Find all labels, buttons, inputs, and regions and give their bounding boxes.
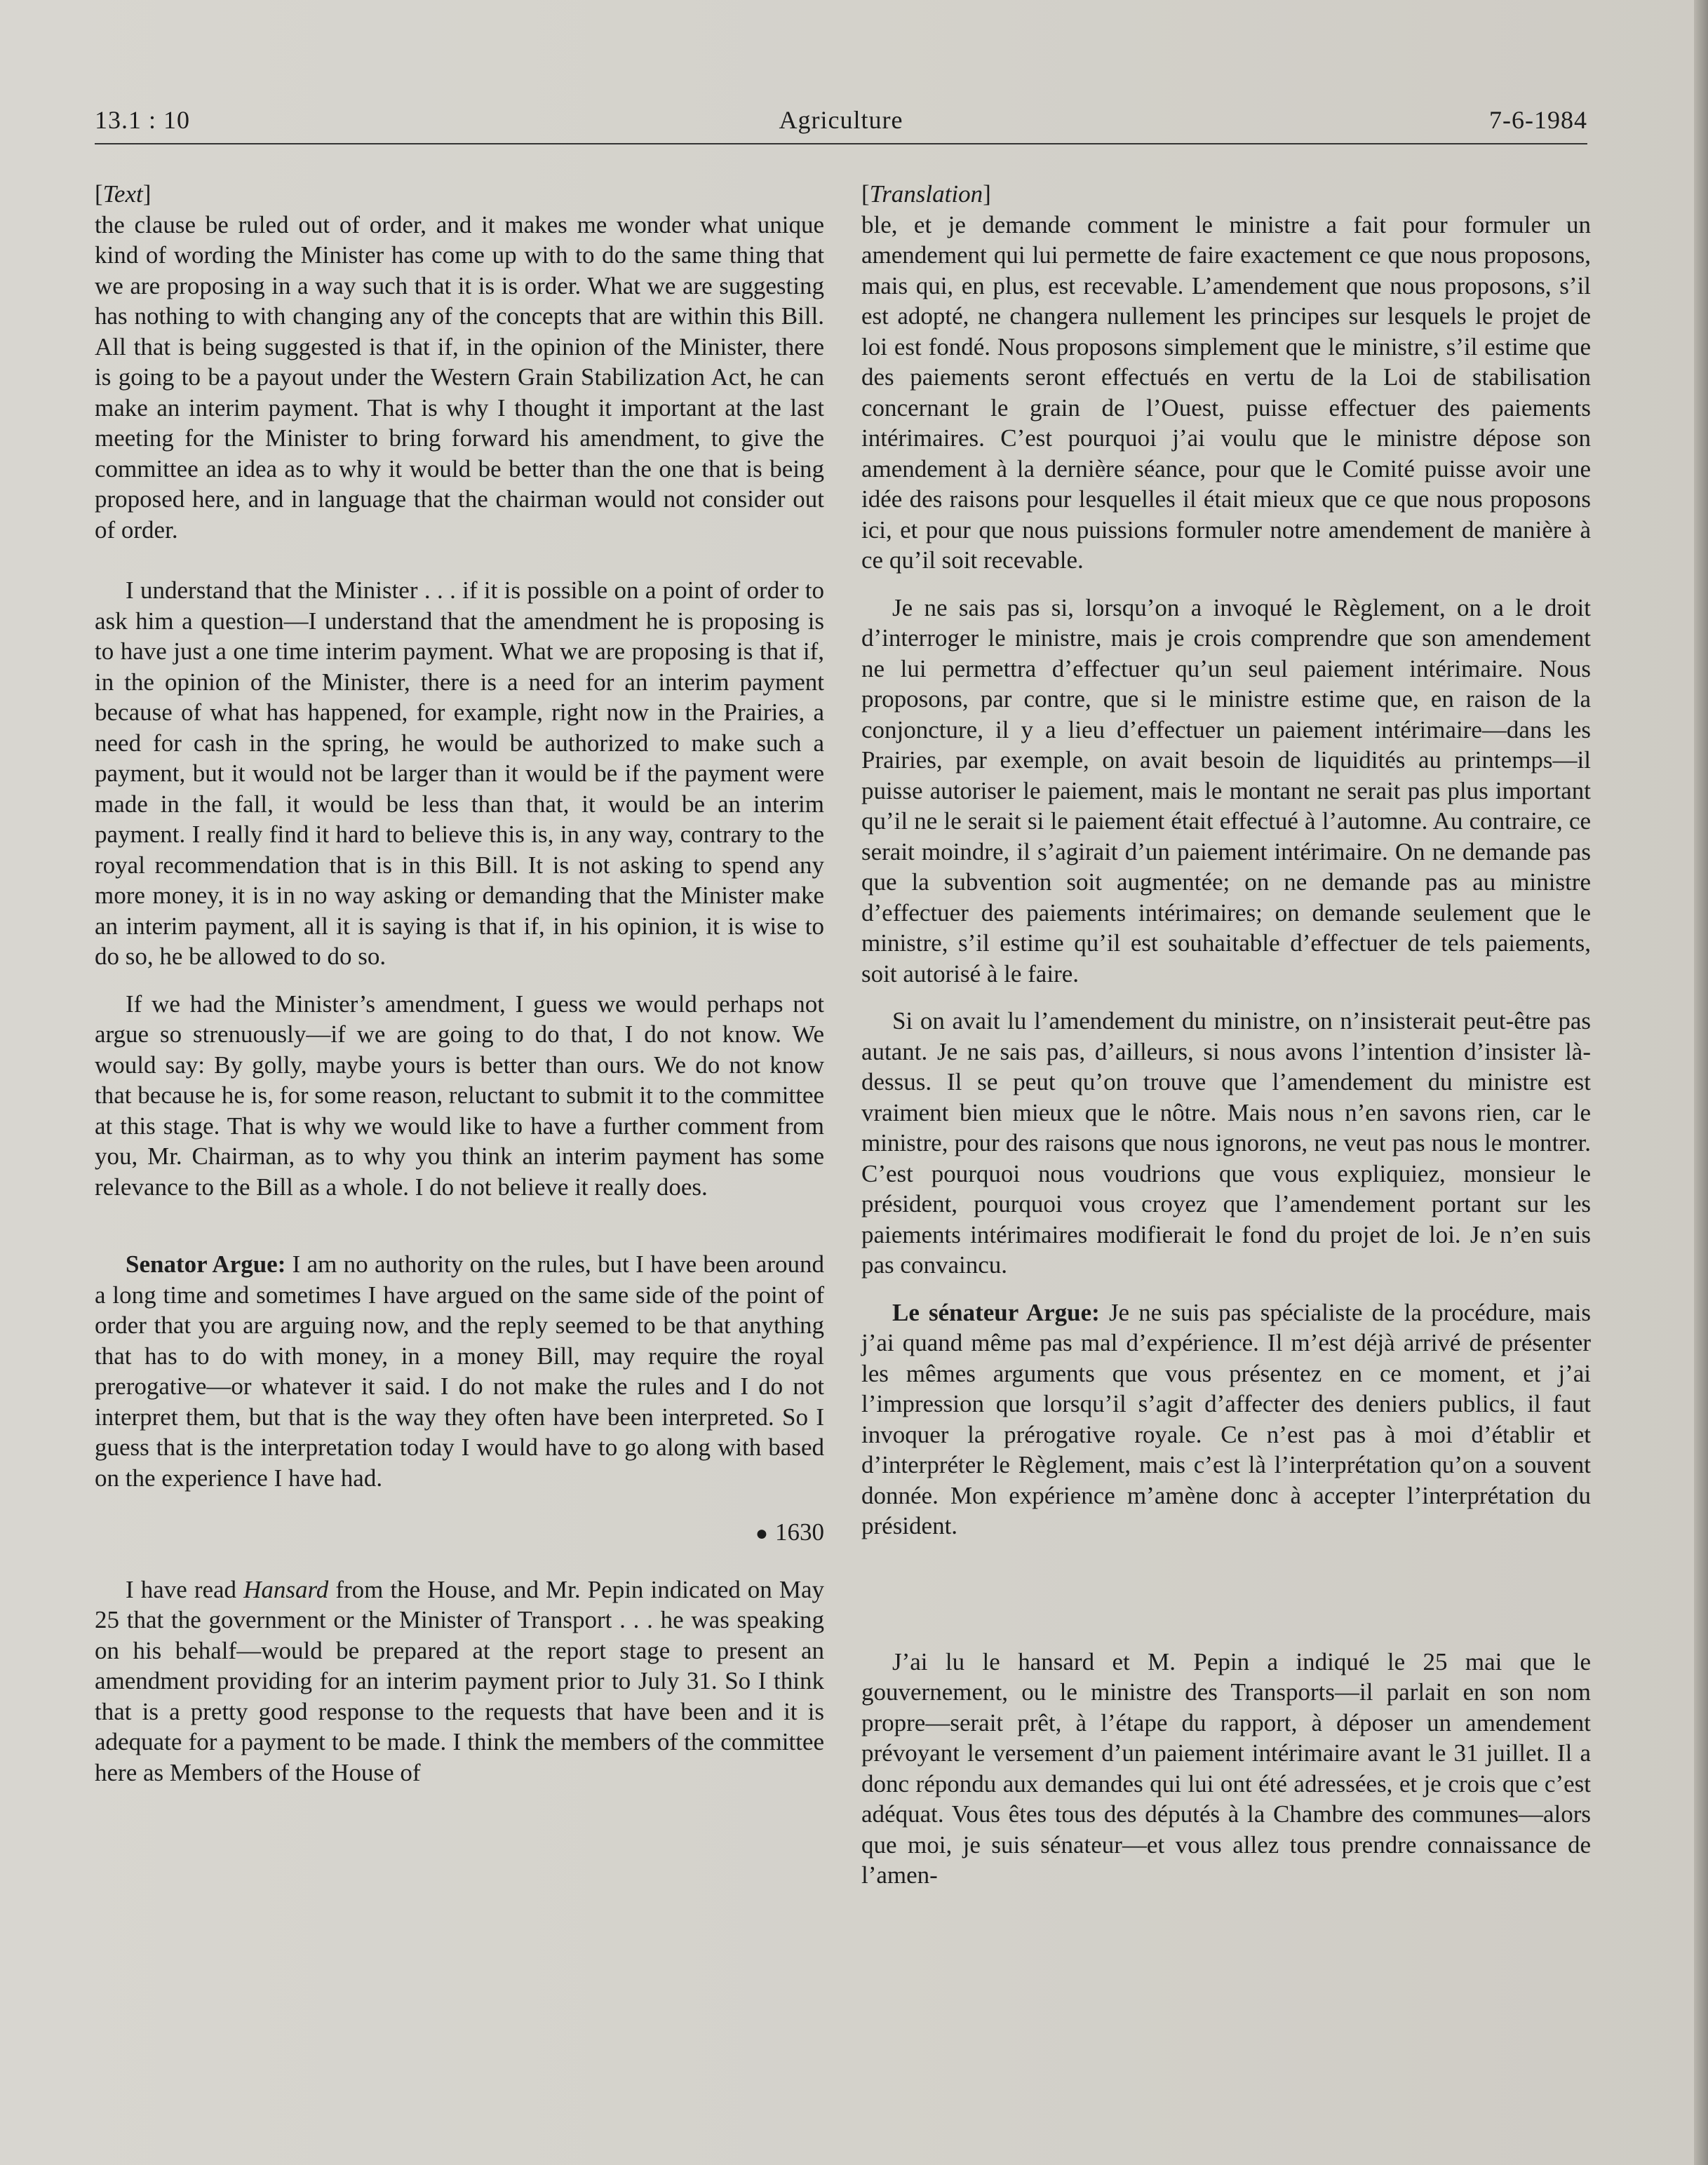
section-tag-translation: [Translation] <box>861 180 991 208</box>
paragraph: the clause be ruled out of order, and it makes me wonder what unique kind of wording the Minister has come up with to do the same thing that we are proposing in a way such that it is is order. What we are suggesting has nothing to with changing any of the concepts that are within this Bill. All that is being suggested is that if, in the opinion of the Minister, there is going to be a payout under the Western Grain Stabilization Act, he can make an interim payment. That is why I thought it important at the last meeting for the Minister to bring forward his amendment, to give the committee an idea as to why it would be better than the one that is being proposed here, and in language that the chairman would not consider out of order. <box>95 210 824 544</box>
speaker-text: Je ne suis pas spécialiste de la procédure, mais j’ai quand même pas mal d’expérience. Il m’est déjà arrivé de présenter les mêmes arguments que vous présentez en ce moment, et j’ai l’impression que lorsqu’il s’agit d’affecter des deniers publics, il faut invoquer la prérogative royale. Ce n’est pas à moi d’établir et d’interpréter le Règlement, mais c’est là l’interprétation qu’on a souvent donnée. Mon expérience m’amène donc à accepter l’interprétation du président. <box>861 1298 1591 1539</box>
paragraph: I understand that the Minister . . . if it is possible on a point of order to ask him a question—I understand that the amendment he is proposing is to have just a one time interim payment. What we are proposing is that if, in the opinion of the Minister, there is a need for an interim payment because of what has happened, for example, right now in the Prairies, a need for cash in the spring, he would be authorized to make such a payment, but it would not be larger than it would be if the payment were made in the fall, it would be less than that, it would be an interim payment. I really find it hard to believe this is, in any way, contrary to the royal recommendation that is in this Bill. It is not asking to spend any more money, it is in no way asking or demanding that the Minister make an interim payment, all it is saying is that if, in his opinion, it is wise to do so, he be allowed to do so. <box>95 576 824 970</box>
section-tag-label: Translation <box>869 180 983 208</box>
speaker-name: Senator Argue: <box>126 1250 286 1278</box>
page-header <box>95 105 1587 142</box>
paragraph: If we had the Minister’s amendment, I guess we would perhaps not argue so strenuously—if we are going to do that, I do not know. We would say: By golly, maybe yours is better than ours. We do not know that because he is, for some reason, reluctant to submit it to the committee at this stage. That is why we would like to have a further comment from you, Mr. Chairman, as to why you think an interim payment has some relevance to the Bill as a whole. I do not believe it really does. <box>95 990 824 1201</box>
paragraph-part: from the House, and Mr. Pepin indicated on May 25 that the government or the Minister of Transport . . . he was speaking on his behalf—would be prepared at the report stage to present an amendment providing for an interim payment prior to July 31. So I think that is a pretty good response to the requests that have been and it is adequate for a payment to be made. I think the members of the committee here as Members of the House of <box>95 1575 824 1786</box>
time-marker-value: 1630 <box>775 1518 824 1546</box>
running-title: Agriculture <box>779 106 903 134</box>
book-spine-shadow <box>1694 0 1708 2165</box>
speaker-paragraph <box>95 1249 824 1493</box>
speaker-text: I am no authority on the rules, but I have been around a long time and sometimes I have argued on the same side of the point of order that you are arguing now, and the reply seemed to be that anything that has to do with money, in a money Bill, may require the royal prerogative—or whatever it said. I do not make the rules and I do not interpret them, but that is the way they often have been interpreted. So I guess that is the interpretation today I would have to go along with based on the experience I have had. <box>95 1250 824 1492</box>
bullet-icon: ● <box>755 1522 768 1545</box>
english-column <box>95 179 824 1788</box>
page-reference: 13.1 : 10 <box>95 106 191 134</box>
section-tag-label: Text <box>102 180 143 208</box>
speaker-paragraph <box>861 1297 1591 1542</box>
paragraph: Si on avait lu l’amendement du ministre, on n’insisterait peut-être pas autant. Je ne sais pas, d’ailleurs, si nous avons l’intention d’insister là-dessus. Il se peut qu’on trouve que l’amendement du ministre est vraiment bien mieux que le nôtre. Mais nous n’en savons rien, car le ministre, pour des raisons que nous ignorons, ne veut pas nous le montrer. C’est pourquoi nous voudrions que vous expliquiez, monsieur le président, pourquoi vous croyez que l’amendement portant sur les paiements intérimaires modifierait le fond du projet de loi. Je n’en suis pas convaincu. <box>861 1007 1591 1279</box>
time-marker <box>95 1517 824 1549</box>
header-date: 7-6-1984 <box>1489 106 1587 134</box>
paragraph: J’ai lu le hansard et M. Pepin a indiqué le 25 mai que le gouvernement, ou le ministre des Transports—il parlait en son nom propre—serait prêt, à l’étape du rapport, à déposer un amendement prévoyant le versement d’un paiement intérimaire avant le 31 juillet. Il a donc répondu aux demandes qui lui ont été adressées, et je crois que c’est adéquat. Vous êtes tous des députés à la Chambre des communes—alors que moi, je suis sénateur—et vous allez tous prendre connaissance de l’amen- <box>861 1647 1591 1889</box>
paragraph: ble, et je demande comment le ministre a fait pour formuler un amendement qui lui permette de faire exactement ce que nous proposons, mais qui, en plus, est recevable. L’amendement que nous proposons, s’il est adopté, ne changera nullement les principes sur lesquels le projet de loi est fondé. Nous proposons simplement que le ministre, s’il estime que des paiements seront effectués en vertu de la Loi de stabilisation concernant le grain de l’Ouest, puisse effectuer des paiements intérimaires. C’est pourquoi j’ai voulu que le ministre dépose son amendement à la dernière séance, pour que le Comité puisse avoir une idée des raisons pour lesquelles il était mieux que ce que nous proposons ici, et pour que nous puissions formuler notre amendement de manière à ce qu’il soit recevable. <box>861 210 1591 574</box>
speaker-name: Le sénateur Argue: <box>892 1298 1100 1326</box>
header-rule <box>95 143 1587 144</box>
hansard-italic: Hansard <box>243 1575 329 1603</box>
paragraph-part: I have read <box>126 1575 244 1603</box>
paragraph <box>95 1574 824 1788</box>
section-tag-text: [Text] <box>95 180 152 208</box>
paragraph: Je ne sais pas si, lorsqu’on a invoqué le Règlement, on a le droit d’interroger le ministre, mais je crois comprendre que son amendement ne lui permettra d’effectuer qu’un seul paiement intérimaire. Nous proposons, par contre, que si le ministre estime que, en raison de la conjoncture, il y a lieu d’effectuer un paiement intérimaire—dans les Prairies, par exemple, on avait besoin de liquidités au printemps—il puisse autoriser le paiement, mais le montant ne serait pas plus important qu’il ne le serait si le paiement était effectué à l’automne. Au contraire, ce serait moindre, il s’agirait d’un paiement intérimaire. On ne demande pas que la subvention soit augmentée; on ne demande pas au ministre d’effectuer des paiements intérimaires; on demande seulement que le ministre, s’il estime qu’il est souhaitable d’effectuer de tels paiements, soit autorisé à le faire. <box>861 593 1591 987</box>
french-column <box>861 179 1591 1891</box>
